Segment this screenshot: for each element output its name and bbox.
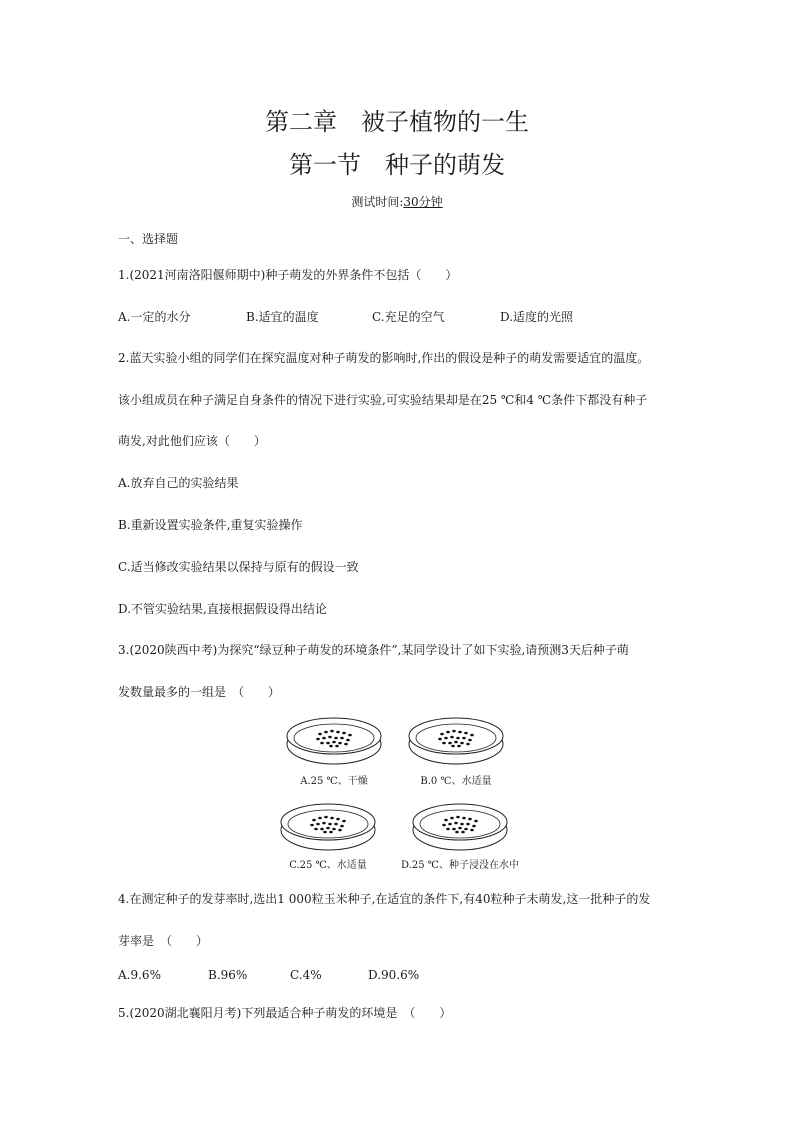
seed-dot [330,730,334,733]
seed-dot [444,819,448,822]
seed-dot [474,820,478,823]
question-1-stem: 1.(2021河南洛阳偃师期中)种子萌发的外界条件不包括（ ） [118,268,458,282]
seed-dot [456,816,460,819]
seed-dot [338,829,342,832]
seed-dot [462,737,466,740]
seed-dot [338,742,342,745]
seed-dot [442,742,446,745]
seed-dot [468,818,472,821]
seed-dot [346,739,350,742]
seed-dot [322,822,326,825]
seed-dot [454,741,458,744]
seed-dot [334,737,338,740]
question-2-stem-line-2: 该小组成员在种子满足自身条件的情况下进行实验,可实验结果却是在25 ℃和4 ℃条件下都没有种子 [118,393,648,407]
seed-dot [316,738,320,741]
seed-dot [460,823,464,826]
seed-dot [344,743,348,746]
seed-dot [452,828,456,831]
seed-dot [340,825,344,828]
q4-option-c: C.4% [290,968,322,982]
figure-caption-b: B.0 ℃、水适量 [420,776,492,787]
seed-dot [451,745,455,748]
seed-dot [340,737,344,740]
seed-dot [448,742,452,745]
seed-dot [329,831,333,834]
seed-dot [452,730,456,733]
seed-dot [460,742,464,745]
seed-dot [438,738,442,741]
seed-dot [448,823,452,826]
seed-dot [468,739,472,742]
seed-dot [446,828,450,831]
seed-dot [312,819,316,822]
seed-dot [334,823,338,826]
seed-dot [326,742,330,745]
seed-dot [462,817,466,820]
petri-dish-a-icon [284,714,384,766]
seed-dot [316,823,320,826]
seed-dot [323,831,327,834]
question-3-stem-line-2: 发数量最多的一组是 （ ） [118,685,281,699]
seed-dot [444,737,448,740]
figure-caption-a: A.25 ℃、干燥 [300,776,368,787]
question-4-stem-line-1: 4.在测定种子的发芽率时,选出1 000粒玉米种子,在适宜的条件下,有40粒种子未萌发,这一批种子的发 [118,892,651,906]
seed-dot [336,731,340,734]
seed-dot [342,820,346,823]
q4-option-b: B.96% [208,968,248,982]
seed-dot [342,732,346,735]
section-title: 第一节 种子的萌发 [289,151,505,179]
test-time-value: 30分钟 [403,195,443,209]
q2-option-b: B.重新设置实验条件,重复实验操作 [118,518,303,532]
seed-dot [470,829,474,832]
seed-dot [330,817,334,820]
seed-dot [326,827,330,830]
seed-dot [466,743,470,746]
test-time-label: 测试时间: [351,195,404,209]
question-2-stem-line-3: 萌发,对此他们应该（ ） [118,434,266,448]
seed-dot [450,817,454,820]
seed-dot [328,736,332,739]
seed-dot [466,823,470,826]
seed-dot [464,828,468,831]
seed-dot [348,734,352,737]
seed-dot [310,824,314,827]
q2-option-d: D.不管实验结果,直接根据假设得出结论 [118,602,327,616]
seed-dot [454,822,458,825]
seed-dot [318,817,322,820]
petri-dish-c-icon [278,800,378,852]
q1-option-b: B.适宜的温度 [246,310,319,324]
seed-dot [335,745,339,748]
figure-caption-c: C.25 ℃、水适量 [289,860,367,871]
seed-dot [329,745,333,748]
seed-dot [455,831,459,834]
seed-dot [320,742,324,745]
q4-option-d: D.90.6% [368,968,420,982]
question-5-stem: 5.(2020湖北襄阳月考)下列最适合种子萌发的环境是 （ ） [118,1006,452,1020]
seed-dot [328,823,332,826]
figure-caption-d: D.25 ℃、种子浸没在水中 [401,860,519,871]
seed-dot [442,824,446,827]
seed-dot [332,828,336,831]
seed-dot [458,827,462,830]
q2-option-c: C.适当修改实验结果以保持与原有的假设一致 [118,560,359,574]
seed-dot [450,736,454,739]
q1-option-d: D.适度的光照 [500,310,574,324]
seed-dot [456,737,460,740]
seed-dot [336,818,340,821]
question-2-stem-line-1: 2.蓝天实验小组的同学们在探究温度对种子萌发的影响时,作出的假设是种子的萌发需要适宜的温度。 [118,351,650,365]
seed-dot [322,737,326,740]
test-time [0,193,794,210]
question-4-stem-line-2: 芽率是 （ ） [118,934,209,948]
seed-dot [457,745,461,748]
q1-option-a: A.一定的水分 [118,310,191,324]
seed-dot [324,816,328,819]
seed-dot [461,831,465,834]
seed-dot [464,732,468,735]
seed-dot [458,731,462,734]
q4-option-a: A.9.6% [118,968,161,982]
section-heading: 一、选择题 [118,232,179,246]
seed-dot [320,828,324,831]
seed-dot [324,731,328,734]
seed-dot [446,731,450,734]
question-3-stem-line-1: 3.(2020陕西中考)为探究“绿豆种子萌发的环境条件”,某同学设计了如下实验,请预测3天后种子萌 [118,643,629,657]
chapter-title: 第二章 被子植物的一生 [265,108,529,136]
petri-dish-d-icon [410,800,510,852]
seed-dot [318,733,322,736]
seed-dot [314,828,318,831]
q2-option-a: A.放弃自己的实验结果 [118,476,239,490]
q1-option-c: C.充足的空气 [372,310,445,324]
seed-dot [472,825,476,828]
seed-dot [470,734,474,737]
seed-dot [332,741,336,744]
petri-dish-b-icon [406,714,506,766]
seed-dot [440,733,444,736]
